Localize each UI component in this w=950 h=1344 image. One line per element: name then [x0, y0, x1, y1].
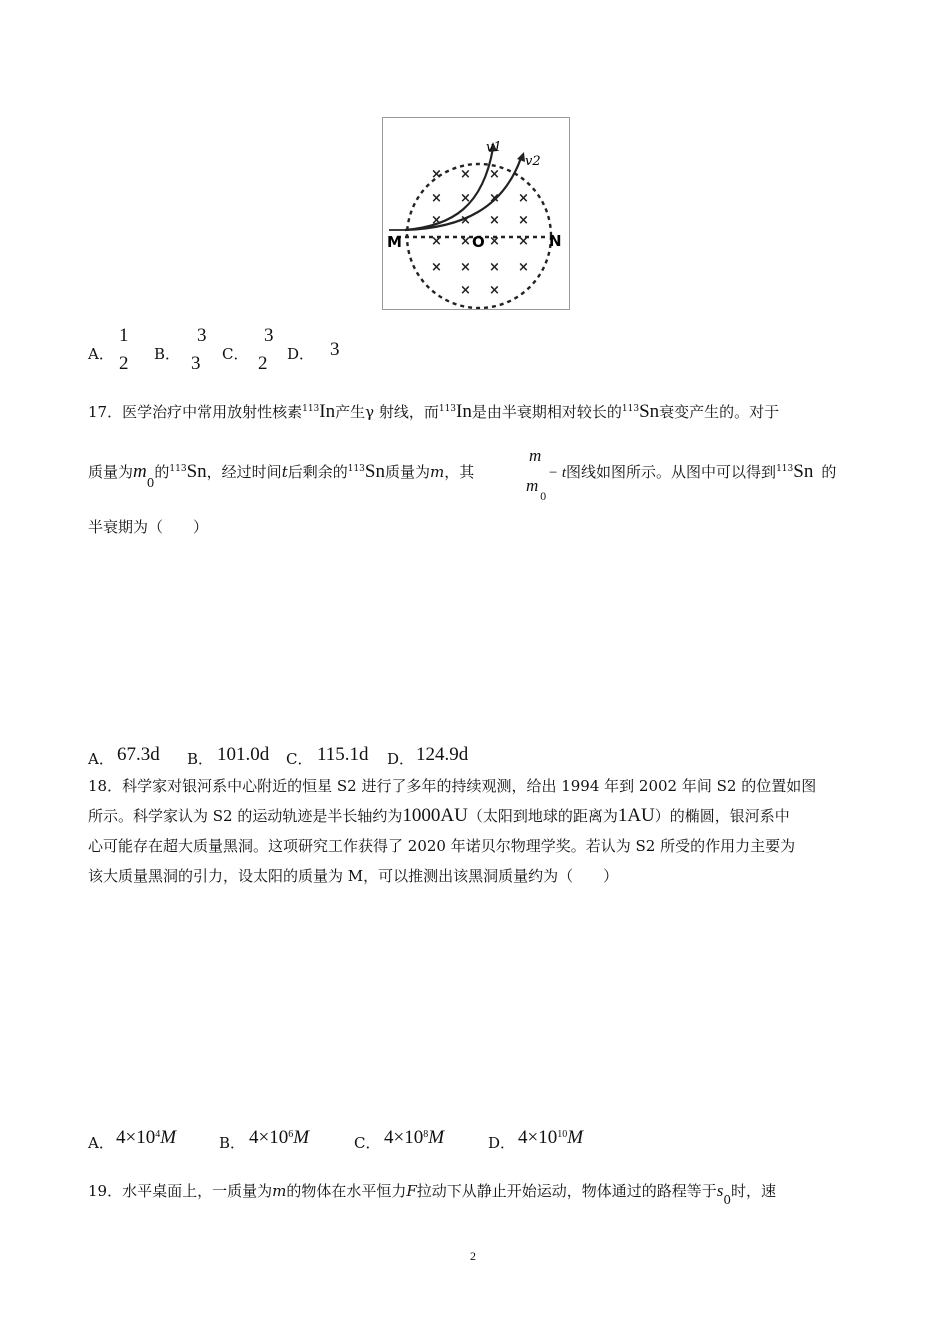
label-n: N: [549, 232, 562, 250]
cross: ×: [518, 260, 529, 275]
cross: ×: [489, 167, 500, 182]
option-c-value: $4\times 10^8M$: [384, 1127, 445, 1148]
fraction-subscript: 0: [540, 492, 547, 503]
cross: ×: [431, 234, 442, 249]
option-d-value: 3: [330, 339, 340, 360]
cross: ×: [431, 213, 442, 228]
q18-line-4: 该大质量黑洞的引力，设太阳的质量为 M，可以推测出该黑洞质量约为（ ）: [88, 867, 619, 885]
option-a-denominator: 2: [119, 353, 129, 374]
option-b-value: 101.0d: [217, 744, 270, 765]
option-a-value: 67.3d: [117, 744, 160, 765]
option-c-value: 115.1d: [317, 744, 369, 765]
q18-options: [88, 1128, 648, 1152]
option-c-label: C．: [286, 750, 313, 768]
option-b-denominator: 3: [191, 353, 201, 374]
option-a-label: A．: [88, 1134, 114, 1152]
option-a-numerator: 1: [119, 325, 129, 346]
option-a-label: A．: [88, 750, 114, 768]
cross: ×: [431, 191, 442, 206]
q17-line-1: 17．医学治疗中常用放射性核素$^{113}$In产生γ 射线，而$^{113}$In是由半衰期相对较长的$^{113}$Sn衰变产生的。对于: [88, 401, 780, 422]
q18-line-2: 所示。科学家认为 S2 的运动轨迹是半长轴约为1000AU（太阳到地球的距离为1AU）的椭圆，银河系中: [88, 805, 790, 826]
option-c-label: C．: [354, 1134, 381, 1152]
cross: ×: [489, 213, 500, 228]
q16-options: [88, 325, 388, 376]
q18-line-1: 18．科学家对银河系中心附近的恒星 S2 进行了多年的持续观测，给出 1994 年到 2002 年间 S2 的位置如图: [88, 777, 817, 795]
option-d-value: 124.9d: [416, 744, 469, 765]
option-b-value: $4\times 10^6M$: [249, 1127, 310, 1148]
q17-line-3: 半衰期为（ ）: [88, 518, 209, 536]
cross: ×: [489, 260, 500, 275]
cross: ×: [518, 191, 529, 206]
option-d-label: D．: [287, 345, 315, 363]
cross: ×: [431, 260, 442, 275]
label-v1: v1: [486, 140, 502, 155]
cross: ×: [460, 234, 471, 249]
cross: ×: [460, 260, 471, 275]
label-o: O: [472, 233, 485, 251]
cross: ×: [460, 283, 471, 298]
magnetic-field-figure: [382, 117, 570, 310]
label-v2: v2: [525, 154, 541, 169]
q17-options: [88, 745, 588, 769]
q17-line-2-tail: − t图线如图所示。从图中可以得到$^{113}$Sn 的: [548, 461, 837, 482]
cross: ×: [460, 167, 471, 182]
option-d-label: D．: [387, 750, 415, 768]
option-c-numerator: 3: [264, 325, 274, 346]
q17-line-2: 质量为$m_0$的$^{113}$Sn，经过时间t后剩余的$^{113}$Sn质量为m，其: [88, 461, 475, 490]
cross: ×: [489, 191, 500, 206]
option-a-value: $4\times 10^4M$: [116, 1127, 177, 1148]
field-diagram: [383, 118, 569, 309]
trajectory-v1: [405, 148, 493, 230]
option-b-label: B．: [154, 345, 181, 363]
option-d-value: $4\times 10^{10}M$: [518, 1127, 584, 1148]
q18-line-3: 心可能存在超大质量黑洞。这项研究工作获得了 2020 年诺贝尔物理学奖。若认为 S2 所受的作用力主要为: [88, 837, 796, 855]
option-a-label: A．: [88, 345, 114, 363]
cross: ×: [489, 234, 500, 249]
option-b-label: B．: [219, 1134, 246, 1152]
label-m: M: [387, 233, 402, 251]
fraction-denominator: m: [526, 476, 539, 495]
cross: ×: [518, 213, 529, 228]
arrow-v2: [517, 152, 525, 162]
option-b-numerator: 3: [197, 325, 207, 346]
option-d-label: D．: [488, 1134, 516, 1152]
option-c-denominator: 2: [258, 353, 268, 374]
cross: ×: [518, 234, 529, 249]
cross: ×: [431, 167, 442, 182]
cross: ×: [460, 191, 471, 206]
page-number: 2: [470, 1249, 476, 1263]
option-b-label: B．: [187, 750, 214, 768]
q19-line-1: 19．水平桌面上，一质量为m的物体在水平恒力F拉动下从静止开始运动，物体通过的路程等于$s_0$时，速: [88, 1181, 777, 1207]
fraction-numerator: m: [529, 446, 542, 465]
option-c-label: C．: [222, 345, 249, 363]
cross: ×: [460, 213, 471, 228]
cross: ×: [489, 283, 500, 298]
